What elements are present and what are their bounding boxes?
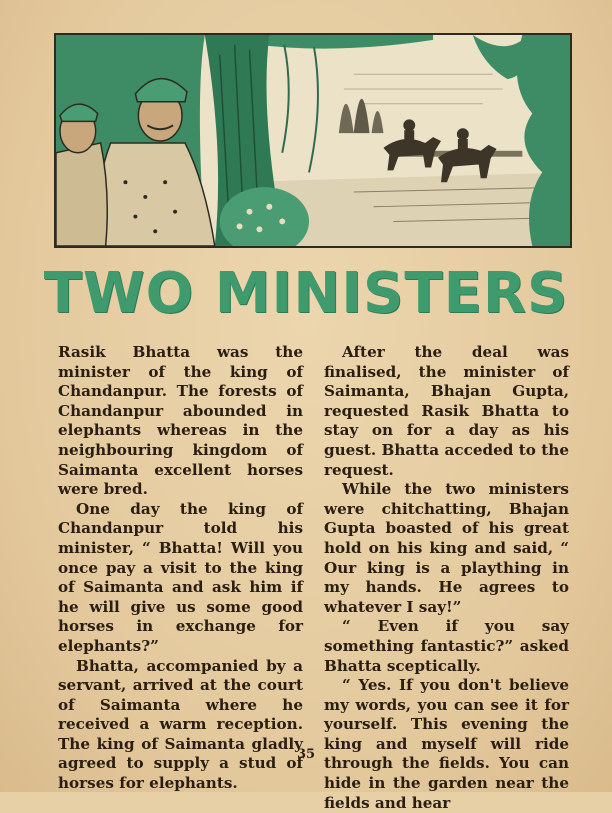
paragraph: “ Yes. If you don't believe my words, you can see it for yourself. This evening the king and myself will ride through the fields. You can hide in the garden near the fields and hear: [324, 676, 569, 812]
paragraph: Rasik Bhatta was the minister of the king of Chandanpur. The forests of Chandanpur abounded in elephants whereas in the neighbouring kingdom of Saimanta excellent horses were bred.: [58, 343, 303, 499]
page-number: 35: [296, 747, 316, 762]
paragraph: “ Even if you say something fantastic?” asked Bhatta sceptically.: [324, 617, 569, 675]
story-illustration: [54, 33, 572, 248]
left-column: [58, 343, 303, 794]
right-column: [324, 343, 569, 813]
paragraph: One day the king of Chandanpur told his minister, “ Bhatta! Will you once pay a visit to the king of Saimanta and ask him if he will give us some good horses in exchange for elephants?”: [58, 499, 303, 655]
paragraph: Bhatta, accompanied by a servant, arrived at the court of Saimanta where he received a warm reception. The king of Saimanta gladly agreed to supply a stud of horses for elephants.: [58, 656, 303, 793]
paragraph: After the deal was finalised, the minister of Saimanta, Bhajan Gupta, requested Rasik Bhatta to stay on for a day as his guest. Bhatta acceded to the request.: [324, 343, 569, 479]
paragraph: While the two ministers were chitchatting, Bhajan Gupta boasted of his great hold on his king and said, “ Our king is a plaything in my hands. He agrees to whatever I say!”: [324, 480, 569, 616]
story-title: TWO MINISTERS: [43, 261, 569, 326]
